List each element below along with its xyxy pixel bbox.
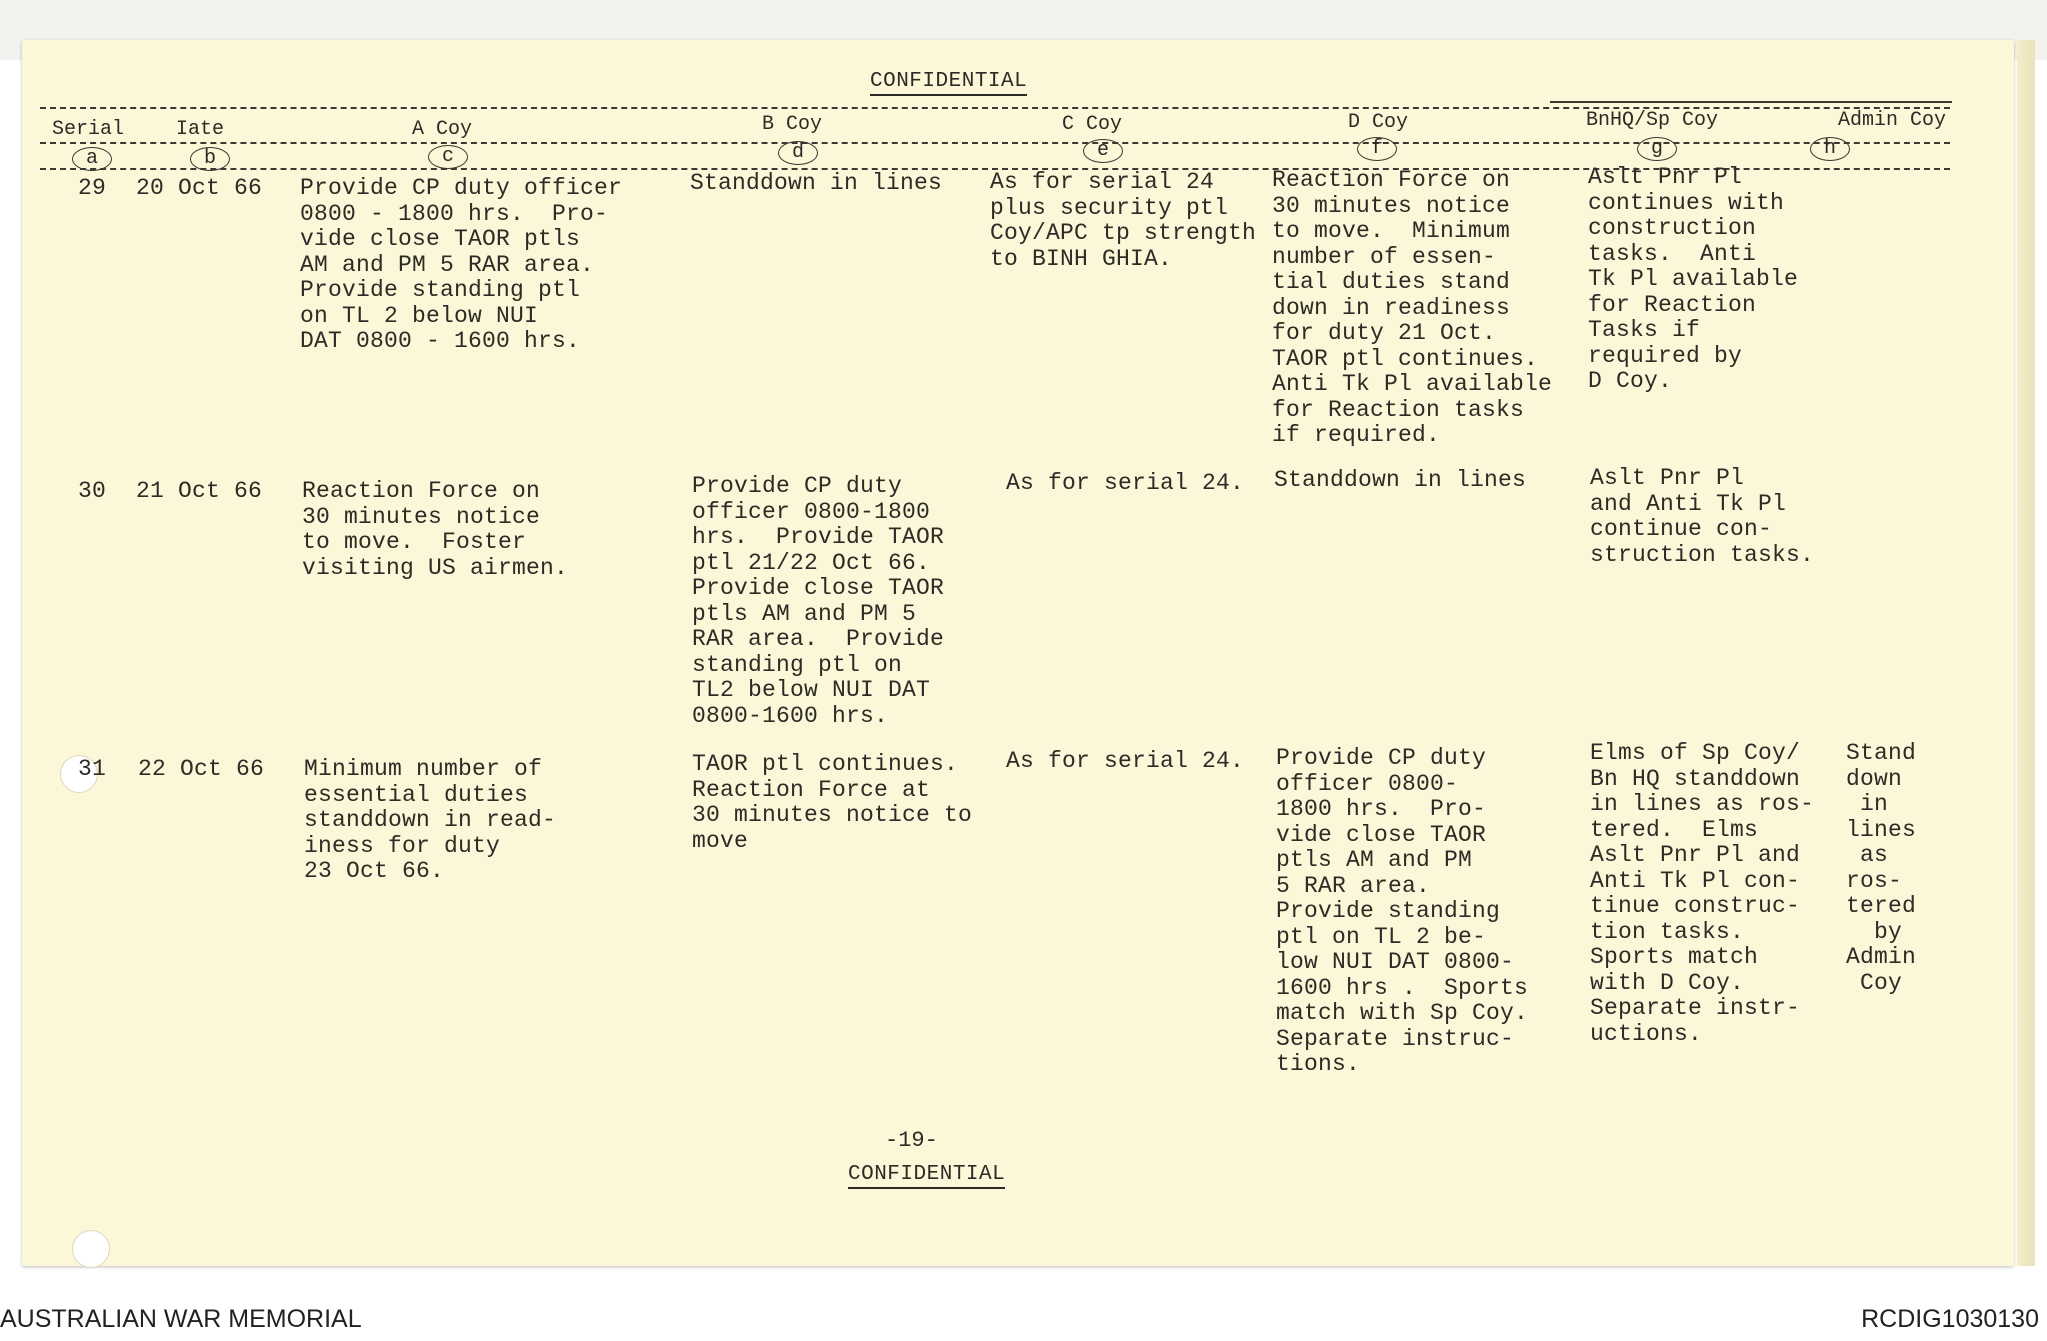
page-fold-edge	[2017, 40, 2035, 1266]
confidential-marking-top: CONFIDENTIAL	[870, 70, 1027, 96]
row-30-serial: 30	[78, 478, 107, 504]
col-letter-b: b	[190, 147, 230, 171]
col-header-admin-coy: Admin Coy	[1838, 109, 1947, 132]
col-header-b-coy: B Coy	[762, 113, 823, 136]
row-29-a-coy: Provide CP duty officer 0800 - 1800 hrs. Pro- vide close TAOR ptls AM and PM 5 RAR area. Provide standing ptl on TL 2 below NUI DAT 0800 - 1600 hrs.	[300, 175, 623, 354]
row-29-c-coy: As for serial 24 plus security ptl Coy/APC tp strength to BINH GHIA.	[990, 169, 1257, 272]
row-31-a-coy: Minimum number of essential duties standdown in read- iness for duty 23 Oct 66.	[304, 756, 557, 884]
row-30-c-coy: As for serial 24.	[1006, 470, 1245, 496]
row-29-d-coy: Reaction Force on 30 minutes notice to move. Minimum number of essen- tial duties stand down in readiness for duty 21 Oct. TAOR ptl continues. Anti Tk Pl available for Reaction tasks if required.	[1272, 167, 1553, 448]
archive-footer-right: RCDIG1030130	[1861, 1305, 2039, 1333]
col-header-serial: Serial	[52, 118, 125, 141]
archive-footer-left: AUSTRALIAN WAR MEMORIAL	[0, 1305, 362, 1333]
confidential-marking-bottom: CONFIDENTIAL	[848, 1163, 1005, 1189]
row-30-b-coy: Provide CP duty officer 0800-1800 hrs. Provide TAOR ptl 21/22 Oct 66. Provide close TAOR ptls AM and PM 5 RAR area. Provide standing ptl on TL2 below NUI DAT 0800-1600 hrs.	[692, 473, 945, 729]
page-number: -19-	[885, 1128, 938, 1153]
col-letter-e: e	[1083, 139, 1123, 163]
row-31-b-coy: TAOR ptl continues. Reaction Force at 30 minutes notice to move	[692, 751, 973, 854]
col-header-c-coy: C Coy	[1062, 113, 1123, 136]
row-31-admin-coy: Stand down in lines as ros- tered by Admin Coy	[1846, 740, 1917, 996]
row-30-date: 21 Oct 66	[136, 478, 263, 504]
col-header-a-coy: A Coy	[412, 118, 473, 141]
punch-hole	[72, 1230, 110, 1268]
col-letter-a: a	[72, 147, 112, 171]
col-header-bnhq-sp-coy: BnHQ/Sp Coy	[1586, 109, 1719, 132]
row-31-bnhq: Elms of Sp Coy/ Bn HQ standdown in lines as ros- tered. Elms Aslt Pnr Pl and Anti Tk Pl con- tinue construc- tion tasks. Sports match with D Coy. Separate instr- uctions.	[1590, 740, 1815, 1047]
row-29-serial: 29	[78, 175, 107, 201]
col-letter-c: c	[428, 145, 468, 169]
row-29-bnhq: Aslt Pnr Pl continues with construction tasks. Anti Tk Pl available for Reaction Tasks if required by D Coy.	[1588, 164, 1799, 394]
row-30-a-coy: Reaction Force on 30 minutes notice to move. Foster visiting US airmen.	[302, 478, 569, 581]
row-29-b-coy: Standdown in lines	[690, 170, 943, 196]
row-31-date: 22 Oct 66	[138, 756, 265, 782]
row-30-d-coy: Standdown in lines	[1274, 467, 1527, 493]
col-letter-h: h	[1810, 137, 1850, 161]
col-header-d-coy: D Coy	[1348, 111, 1409, 134]
row-30-bnhq: Aslt Pnr Pl and Anti Tk Pl continue con- struction tasks.	[1590, 465, 1815, 568]
row-31-d-coy: Provide CP duty officer 0800- 1800 hrs. Pro- vide close TAOR ptls AM and PM 5 RAR area. Provide standing ptl on TL 2 be- low NUI DAT 0800- 1600 hrs . Sports match with Sp Coy. Separate instruc- tions.	[1276, 745, 1529, 1077]
col-letter-f: f	[1357, 137, 1397, 161]
row-31-c-coy: As for serial 24.	[1006, 748, 1245, 774]
col-letter-g: g	[1637, 137, 1677, 161]
row-31-serial: 31	[78, 756, 107, 782]
col-header-date: Iate	[176, 118, 225, 141]
header-rule-top-right	[1550, 101, 1952, 103]
col-letter-d: d	[778, 141, 818, 165]
row-29-date: 20 Oct 66	[136, 175, 263, 201]
